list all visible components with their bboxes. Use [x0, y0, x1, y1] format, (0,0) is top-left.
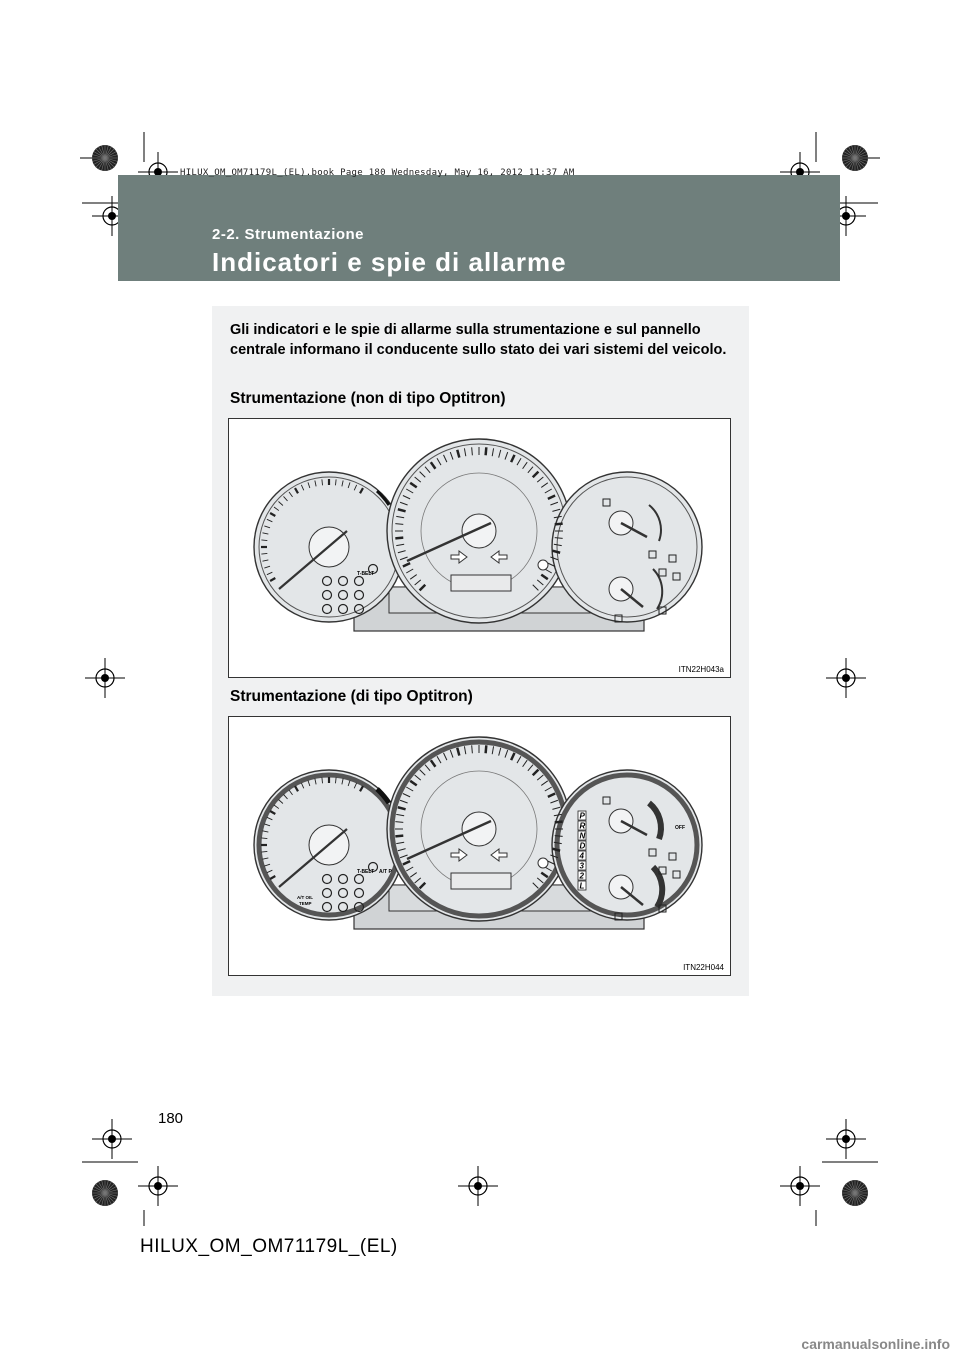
figure-cluster-standard [228, 418, 731, 678]
section-label: 2-2. Strumentazione [212, 226, 365, 243]
registration-target [842, 145, 868, 171]
registration-target [826, 1119, 866, 1159]
cluster-illustration-optitron [229, 717, 730, 975]
registration-target [780, 1166, 820, 1206]
trip-knob [538, 858, 548, 868]
registration-target [458, 1166, 498, 1206]
speedometer-hub [462, 812, 496, 846]
registration-target [842, 1180, 868, 1206]
cluster-illustration-standard [229, 419, 730, 677]
odometer-display [451, 873, 511, 889]
figure-heading-1: Strumentazione (non di tipo Optitron) [230, 390, 506, 407]
gear-letter: D [579, 841, 586, 851]
page-number: 180 [158, 1110, 184, 1127]
registration-target [138, 1166, 178, 1206]
print-line: HILUX_OM_OM71179L_(EL).book Page 180 Wednesday, May 16, 2012 11:37 AM [180, 168, 575, 178]
registration-target [92, 1119, 132, 1159]
gear-indicator [578, 811, 586, 891]
gear-letter: N [579, 831, 586, 841]
tbelt-label: T-BELT [357, 571, 375, 577]
figure-cluster-optitron [228, 716, 731, 976]
page-title: Indicatori e spie di allarme [212, 247, 567, 277]
temp-label: TEMP [299, 901, 312, 906]
registration-target [92, 1180, 118, 1206]
gear-letter: P [579, 811, 585, 821]
figure-id: ITN22H044 [683, 963, 724, 972]
gear-letter: R [579, 821, 586, 831]
speedometer-hub [462, 514, 496, 548]
atoil-label: A/T OIL [297, 895, 313, 900]
figure-heading-2: Strumentazione (di tipo Optitron) [230, 688, 473, 705]
intro-paragraph: Gli indicatori e le spie di allarme sulla strumentazione e sul pannello centrale informano il conducente sullo stato dei vari sistemi del veicolo. [230, 322, 727, 358]
watermark: carmanualsonline.info [801, 1336, 950, 1352]
gear-letter: 4 [579, 851, 584, 861]
off-label: OFF [675, 825, 685, 831]
footer-doc-code: HILUX_OM_OM71179L_(EL) [140, 1236, 398, 1257]
gear-letter: 2 [579, 871, 584, 881]
registration-target [826, 658, 866, 698]
registration-target [92, 145, 118, 171]
figure-id: ITN22H043a [678, 665, 724, 674]
registration-target [85, 658, 125, 698]
gear-letter: L [579, 881, 585, 891]
atp-label: A/T P [379, 869, 392, 875]
trip-knob [538, 560, 548, 570]
gear-letter: 3 [579, 861, 584, 871]
odometer-display [451, 575, 511, 591]
tbelt-label: T-BELT [357, 869, 375, 875]
